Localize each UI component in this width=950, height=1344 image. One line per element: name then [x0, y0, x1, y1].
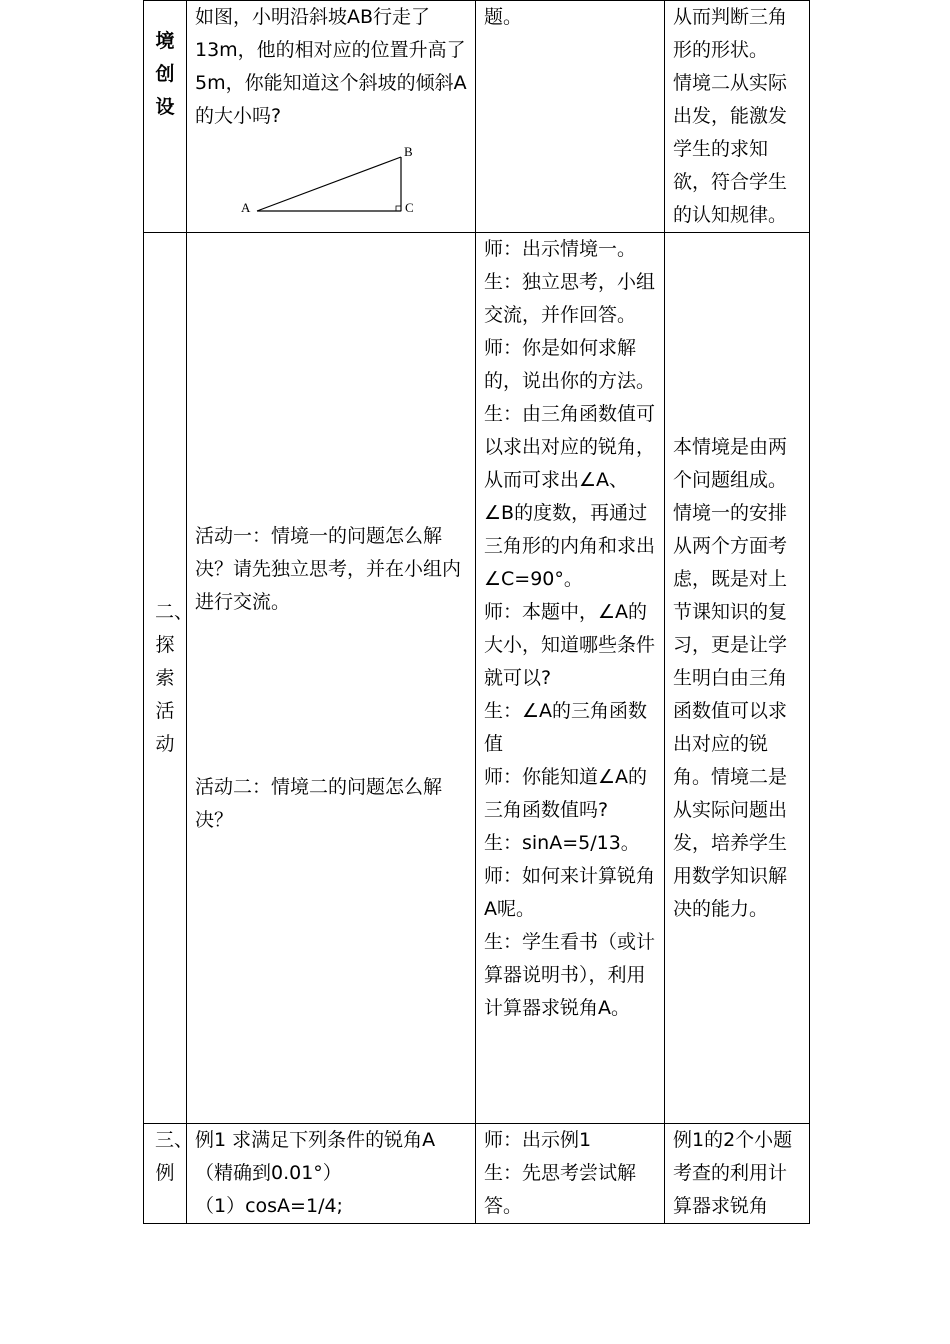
label-a: A: [241, 200, 251, 215]
activity-cell: [476, 233, 665, 1124]
example-item: （1）cosA=1/4;: [195, 1195, 343, 1217]
content-text: 如图，小明沿斜坡AB行走了13m，他的相对应的位置升高了5m，你能知道这个斜坡的倾斜A的大小吗?: [195, 6, 467, 127]
intent-cell: [665, 1, 810, 233]
dialogue-line: 师：你是如何求解的，说出你的方法。: [484, 337, 656, 392]
table-row-situation: [144, 1, 810, 233]
label-c: C: [405, 200, 414, 215]
intent-text: 情境一的安排从两个方面考虑，既是对上节课知识的复习，更是让学生明白由三角函数值可以求出对应的锐角。情境二是从实际问题出发，培养学生用数学知识解决的能力。: [673, 501, 788, 920]
segment-ab: [257, 157, 401, 211]
activity-one-text: 活动一：情境一的问题怎么解决？请先独立思考，并在小组内进行交流。: [195, 524, 462, 613]
dialogue-line: 生：学生看书（或计算器说明书），利用计算器求锐角A。: [484, 931, 656, 1019]
activity-cell: [476, 1, 665, 233]
intent-cell: [665, 233, 810, 1124]
intent-text: 情境二从实际出发，能激发学生的求知欲，符合学生的认知规律。: [673, 72, 788, 226]
dialogue-line: 生：先思考尝试解答。: [484, 1162, 637, 1217]
lesson-plan-table: [143, 0, 810, 1224]
slope-triangle-figure: [231, 143, 421, 215]
activity-cell: [476, 1124, 665, 1224]
content-cell: [187, 233, 476, 1124]
dialogue-line: 生：由三角函数值可以求出对应的锐角，从而可求出∠A、∠B的度数，再通过三角形的内角和求出∠C=90°。: [484, 403, 656, 590]
stage-cell: [144, 1, 187, 233]
stage-label: 境创设: [155, 30, 175, 118]
intent-text: 例1的2个小题考查的利用计算器求锐角: [673, 1129, 793, 1217]
label-b: B: [404, 144, 413, 159]
intent-text: 本情境是由两个问题组成。: [673, 435, 788, 491]
dialogue-line: 生：独立思考，小组交流，并作回答。: [484, 271, 656, 326]
dialogue-line: 师：如何来计算锐角A呢。: [484, 865, 656, 920]
stage-cell: [144, 1124, 194, 1224]
activity-text: 题。: [484, 6, 523, 28]
content-cell: [187, 1, 476, 233]
dialogue-line: 师：出示例1: [484, 1129, 592, 1151]
dialogue-line: 生：sinA=5/13。: [484, 832, 640, 854]
table-row-explore: [144, 233, 810, 1124]
stage-label: 二、探索活动: [155, 600, 194, 755]
example-text: 例1 求满足下列条件的锐角A（精确到0.01°）: [195, 1129, 436, 1184]
content-cell: [187, 1124, 476, 1224]
dialogue-line: 生：∠A的三角函数值: [484, 700, 648, 755]
dialogue-line: 师：你能知道∠A的三角函数值吗?: [484, 766, 648, 821]
intent-text: 从而判断三角形的形状。: [673, 6, 788, 61]
dialogue-line: 师：出示情境一。: [484, 238, 637, 260]
dialogue-line: 师：本题中，∠A的大小，知道哪些条件就可以?: [484, 601, 656, 689]
intent-cell: [665, 1124, 810, 1224]
table-row-example: [144, 1124, 810, 1224]
stage-cell: [144, 233, 194, 1124]
activity-two-text: 活动二：情境二的问题怎么解决？: [195, 775, 443, 831]
stage-label: 三、例: [155, 1129, 194, 1184]
right-angle-mark: [396, 206, 401, 211]
